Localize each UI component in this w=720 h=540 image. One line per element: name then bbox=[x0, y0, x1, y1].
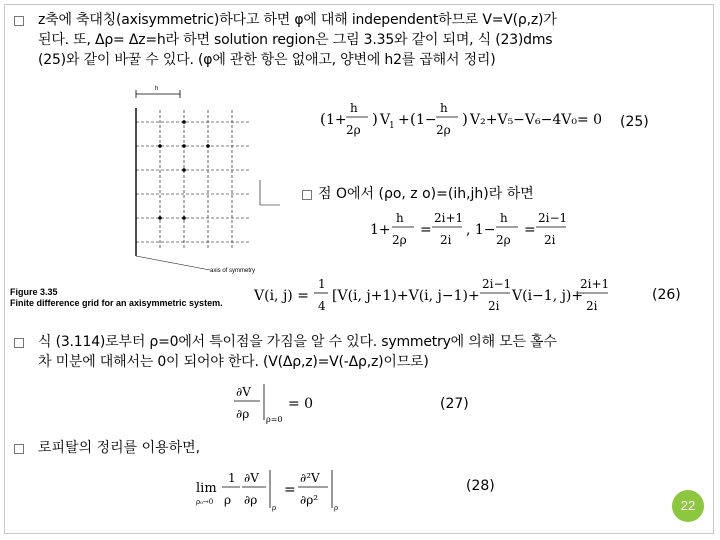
svg-text:V(i, j) =: V(i, j) = bbox=[254, 288, 309, 304]
svg-text:1: 1 bbox=[318, 277, 326, 291]
svg-text:2ρ: 2ρ bbox=[346, 123, 361, 137]
symmetry-line-2: 차 미분에 대해서는 0이 되어야 한다. (V(Δρ,z)=V(-Δρ,z)이므로) bbox=[38, 354, 429, 370]
equation-28 bbox=[196, 466, 366, 514]
svg-text:V₂+V₅−V₆−4V₀= 0: V₂+V₅−V₆−4V₀= 0 bbox=[470, 112, 603, 128]
svg-text:∂V: ∂V bbox=[244, 471, 259, 485]
figure-caption bbox=[10, 287, 223, 309]
svg-text:2i: 2i bbox=[586, 299, 598, 313]
svg-text:): ) bbox=[462, 110, 468, 128]
svg-text:, 1−: , 1− bbox=[466, 222, 496, 238]
equation-26 bbox=[254, 272, 614, 320]
svg-text:1+: 1+ bbox=[370, 222, 391, 238]
svg-text:ρ: ρ bbox=[334, 504, 339, 512]
bullet-icon bbox=[14, 444, 24, 454]
svg-text:= 0: = 0 bbox=[288, 396, 314, 412]
svg-text:(: ( bbox=[320, 110, 326, 128]
symmetry-paragraph bbox=[38, 332, 557, 372]
svg-text:[V(i, j+1)+V(i, j−1)+: [V(i, j+1)+V(i, j−1)+ bbox=[332, 288, 480, 304]
lhopital-paragraph: 로피탈의 정리를 이용하면, bbox=[38, 440, 201, 456]
svg-text:V(i−1, j)+: V(i−1, j)+ bbox=[512, 288, 584, 304]
svg-text:V: V bbox=[380, 112, 391, 128]
bullet-icon bbox=[14, 338, 24, 348]
equation-28-number: (28) bbox=[466, 478, 495, 494]
equation-25-number: (25) bbox=[620, 114, 649, 130]
svg-text:2i+1: 2i+1 bbox=[434, 211, 464, 225]
svg-text:=: = bbox=[284, 482, 296, 498]
svg-text:∂ρ: ∂ρ bbox=[244, 493, 258, 507]
svg-text:2i: 2i bbox=[440, 233, 452, 247]
svg-text:∂²V: ∂²V bbox=[300, 471, 320, 485]
page-number-badge: 22 bbox=[672, 490, 704, 522]
svg-text:1+: 1+ bbox=[326, 112, 347, 128]
figure-number: Figure 3.35 bbox=[10, 287, 58, 297]
svg-text:+: + bbox=[398, 112, 410, 128]
svg-text:ρ=0: ρ=0 bbox=[266, 415, 283, 424]
svg-text:1−: 1− bbox=[416, 112, 437, 128]
finite-difference-grid-figure bbox=[110, 80, 310, 280]
svg-text:(: ( bbox=[410, 110, 416, 128]
svg-text:h: h bbox=[500, 211, 508, 225]
svg-text:ρ₀→0: ρ₀→0 bbox=[196, 498, 214, 506]
axis-of-symmetry-label: axis of symmetry bbox=[210, 268, 256, 274]
coefficient-relations bbox=[370, 206, 600, 252]
intro-line-1: z축에 축대칭(axisymmetric)하다고 하면 φ에 대해 independent하므로 V=V(ρ,z)가 bbox=[38, 12, 557, 28]
equation-26-number: (26) bbox=[652, 287, 681, 303]
intro-paragraph bbox=[38, 10, 557, 70]
figure-description: Finite difference grid for an axisymmetric system. bbox=[10, 298, 223, 308]
equation-27-number: (27) bbox=[440, 396, 469, 412]
svg-text:2i−1: 2i−1 bbox=[482, 277, 512, 291]
svg-text:=: = bbox=[524, 222, 536, 238]
equation-27 bbox=[232, 380, 332, 426]
svg-text:2ρ: 2ρ bbox=[496, 233, 511, 247]
svg-text:2i+1: 2i+1 bbox=[580, 277, 610, 291]
svg-text:): ) bbox=[372, 110, 378, 128]
intro-line-2: 된다. 또, Δρ= Δz=h라 하면 solution region은 그림 3.35와 같이 되며, 식 (23)dms bbox=[38, 32, 553, 48]
svg-text:1: 1 bbox=[228, 471, 236, 485]
svg-text:4: 4 bbox=[318, 299, 326, 313]
svg-text:lim: lim bbox=[196, 481, 217, 496]
symmetry-line-1: 식 (3.114)로부터 ρ=0에서 특이점을 가짐을 알 수 있다. symmetry에 의해 모든 홀수 bbox=[38, 334, 557, 350]
svg-text:h: h bbox=[396, 211, 404, 225]
equation-25 bbox=[318, 96, 603, 142]
svg-text:∂ρ²: ∂ρ² bbox=[300, 493, 319, 507]
svg-text:ρ: ρ bbox=[272, 504, 277, 512]
svg-text:2i: 2i bbox=[544, 233, 556, 247]
svg-text:2ρ: 2ρ bbox=[392, 233, 407, 247]
svg-text:h: h bbox=[350, 101, 358, 115]
bullet-icon bbox=[14, 16, 24, 26]
svg-text:∂V: ∂V bbox=[236, 385, 251, 399]
svg-text:1: 1 bbox=[389, 121, 395, 131]
svg-text:2i: 2i bbox=[488, 299, 500, 313]
h-dimension-label: h bbox=[155, 86, 159, 92]
svg-text:h: h bbox=[440, 101, 448, 115]
point-o-text: 점 O에서 (ρo, z o)=(ih,jh)라 하면 bbox=[318, 186, 534, 202]
intro-line-3: (25)와 같이 바꿀 수 있다. (φ에 관한 항은 없애고, 양변에 h2를 곱해서 정리) bbox=[38, 52, 496, 68]
svg-text:=: = bbox=[420, 222, 432, 238]
svg-text:2ρ: 2ρ bbox=[436, 123, 451, 137]
svg-text:ρ: ρ bbox=[224, 493, 232, 507]
svg-text:2i−1: 2i−1 bbox=[538, 211, 568, 225]
bullet-icon bbox=[302, 190, 312, 200]
svg-text:∂ρ: ∂ρ bbox=[236, 407, 250, 421]
